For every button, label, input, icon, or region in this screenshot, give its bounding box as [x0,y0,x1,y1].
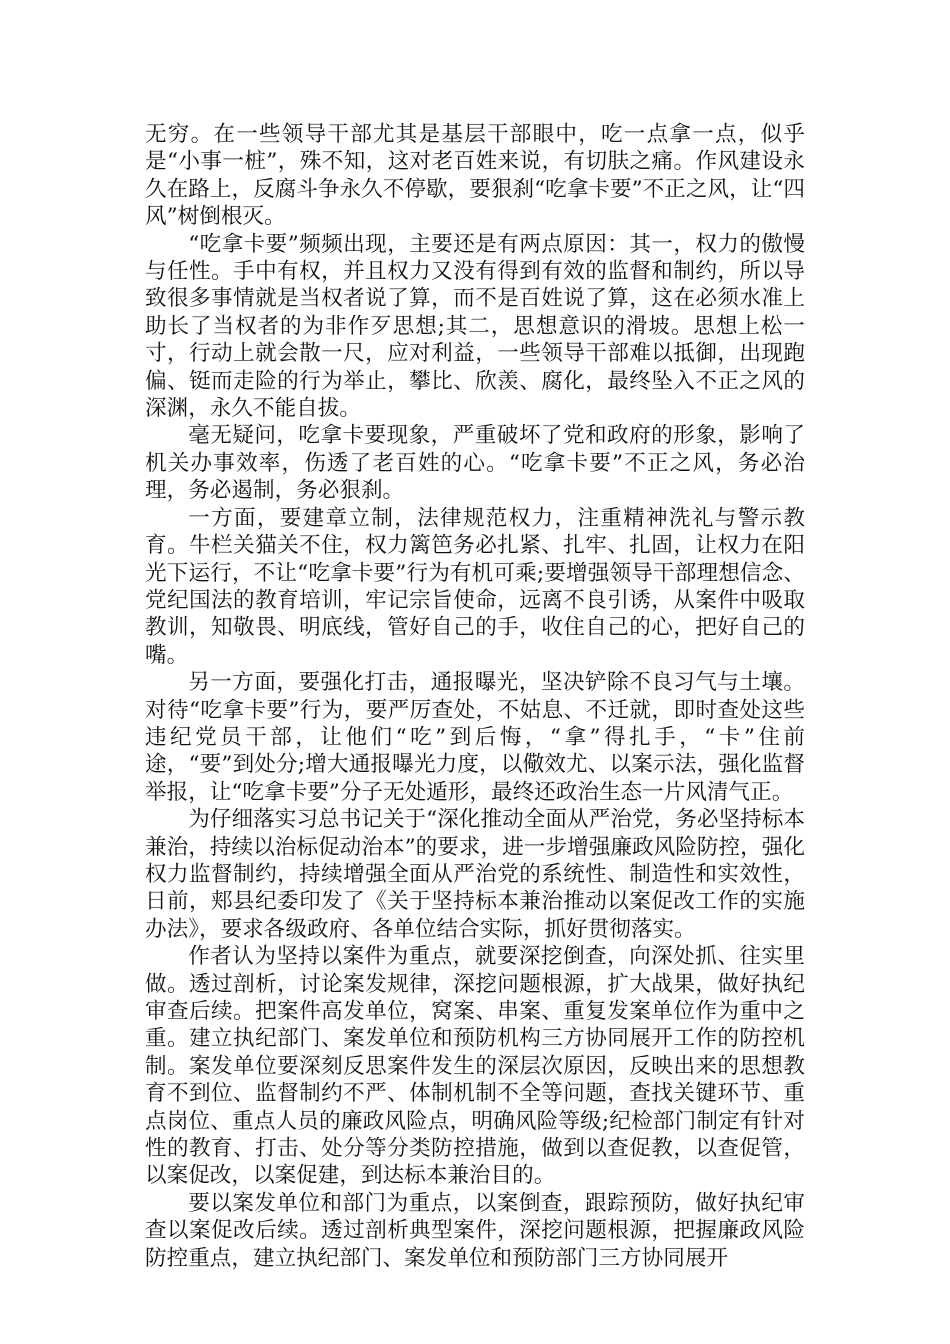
paragraph-implementation: 为仔细落实习总书记关于“深化推动全面从严治党，务必坚持标本兼治，持续以治标促动治本”的要求，进一步增强廉政风险防控，强化权力监督制约，持续增强全面从严治党的系统性、制造性和实效性，日前，郏县纪委印发了《关于坚持标本兼治推动以案促改工作的实施办法》，要求各级政府、各单位结合实际，抓好贯彻落实。 [145,807,805,942]
paragraph-follow-up: 要以案发单位和部门为重点，以案倒查，跟踪预防，做好执纪审查以案促改后续。透过剖析典型案件，深挖问题根源，把握廉政风险防控重点，建立执纪部门、案发单位和预防部门三方协同展开 [145,1190,805,1271]
paragraph-crackdown: 另一方面，要强化打击，通报曝光，坚决铲除不良习气与土壤。对待“吃拿卡要”行为，要严厉查处，不姑息、不迁就，即时查处这些违纪党员干部，让他们“吃”到后悔，“拿”得扎手，“卡”住前途，“要”到处分;增大通报曝光力度，以儆效尤、以案示法，强化监督举报，让“吃拿卡要”分子无处遁形，最终还政治生态一片风清气正。 [145,670,805,805]
paragraph-causes: “吃拿卡要”频频出现，主要还是有两点原因：其一，权力的傲慢与任性。手中有权，并且权力又没有得到有效的监督和制约，所以导致很多事情就是当权者说了算，而不是百姓说了算，这在必须水准上助长了当权者的为非作歹思想;其二，思想意识的滑坡。思想上松一寸，行动上就会散一尺，应对利益，一些领导干部难以抵御，出现跑偏、铤而走险的行为举止，攀比、欣羡、腐化，最终坠入不正之风的深渊，永久不能自拔。 [145,231,805,422]
paragraph-author-view: 作者认为坚持以案件为重点，就要深挖倒查，向深处抓、往实里做。透过剖析，讨论案发规律，深挖问题根源，扩大战果，做好执纪审查后续。把案件高发单位，窝案、串案、重复发案单位作为重中之重。建立执纪部门、案发单位和预防机构三方协同展开工作的防控机制。案发单位要深刻反思案件发生的深层次原因，反映出来的思想教育不到位、监督制约不严、体制机制不全等问题，查找关键环节、重点岗位、重点人员的廉政风险点，明确风险等级;纪检部门制定有针对性的教育、打击、处分等分类防控措施，做到以查促教，以查促管，以案促改，以案促建，到达标本兼治目的。 [145,944,805,1189]
paragraph-harm: 毫无疑问，吃拿卡要现象，严重破坏了党和政府的形象，影响了机关办事效率，伤透了老百姓的心。“吃拿卡要”不正之风，务必治理，务必遏制，务必狠刹。 [145,423,805,504]
paragraph-institutions: 一方面，要建章立制，法律规范权力，注重精神洗礼与警示教育。牛栏关猫关不住，权力篱笆务必扎紧、扎牢、扎固，让权力在阳光下运行，不让“吃拿卡要”行为有机可乘;要增强领导干部理想信念、党纪国法的教育培训，牢记宗旨使命，远离不良引诱，从案件中吸取教训，知敬畏、明底线，管好自己的手，收住自己的心，把好自己的嘴。 [145,505,805,668]
paragraph-continuation: 无穷。在一些领导干部尤其是基层干部眼中，吃一点拿一点，似乎是“小事一桩”，殊不知，这对老百姓来说，有切肤之痛。作风建设永久在路上，反腐斗争永久不停歇，要狠刹“吃拿卡要”不正之风，让“四风”树倒根灭。 [145,122,805,230]
document-page [145,121,805,1272]
